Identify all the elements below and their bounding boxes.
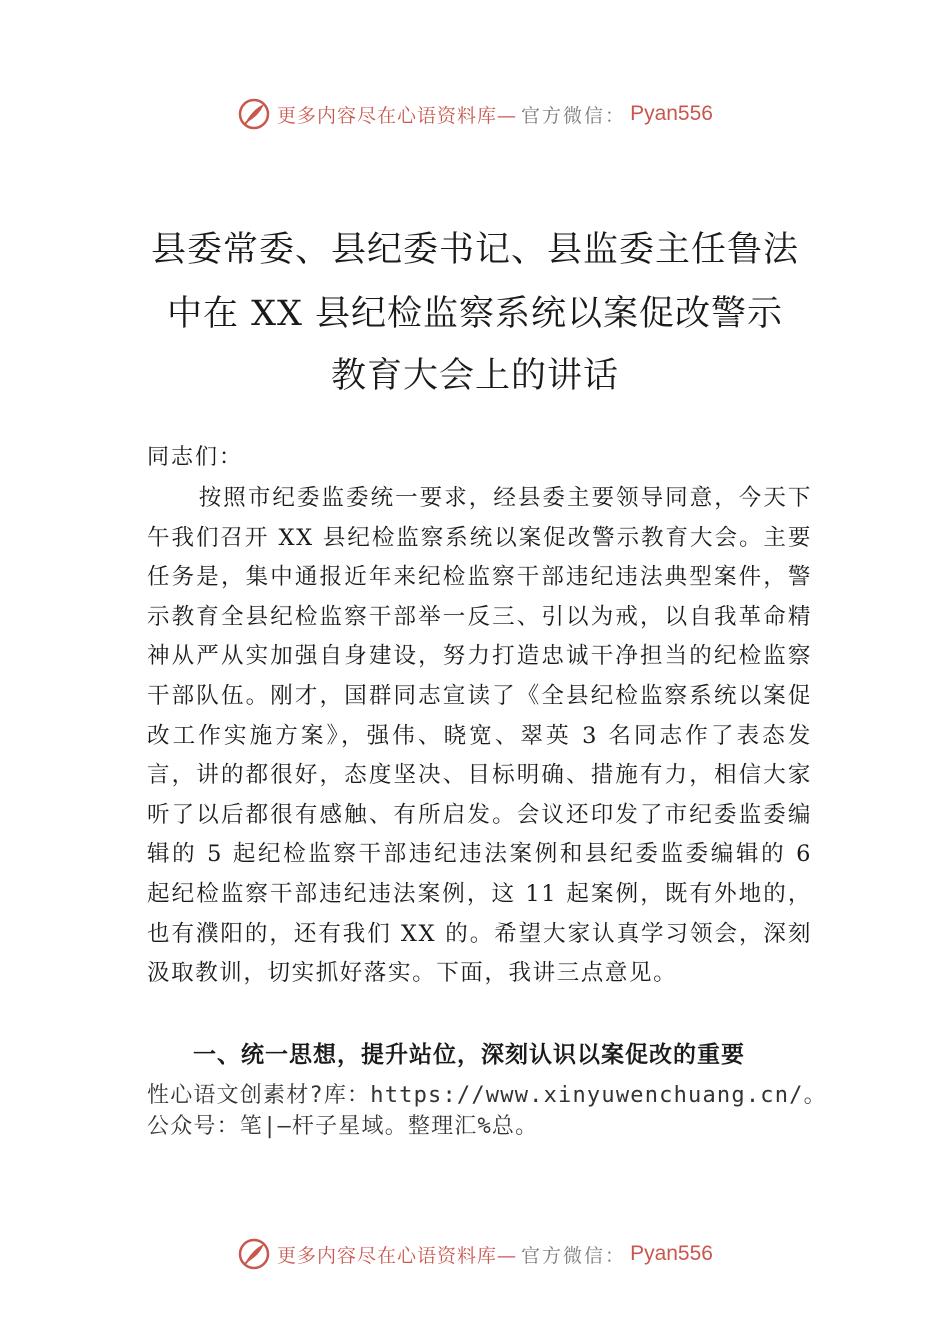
document-title-line-3: 教育大会上的讲话 <box>330 356 619 396</box>
document-title-line-1: 县委常委、县纪委书记、县监委主任鲁法 <box>150 230 799 270</box>
header-banner <box>0 94 950 134</box>
banner-wechat-id: Pyan556 <box>630 1242 713 1265</box>
document-title-line-2: 中在 XX 县纪检监察系统以案促改警示 <box>166 294 784 334</box>
salutation: 同志们： <box>147 445 244 470</box>
feather-pen-logo-icon <box>237 1237 271 1271</box>
banner-slogan: 更多内容尽在心语资料库— <box>277 1244 518 1267</box>
banner-wechat-id: Pyan556 <box>630 102 713 125</box>
body-paragraph: 按照市纪委监委统一要求，经县委主要领导同意，今天下午我们召开 XX 县纪检监察系统以案促改警示教育大会。主要任务是，集中通报近年来纪检监察干部违纪违法典型案件，警示教育全县纪检监察干部举一反三、引以为戒，以自我革命精神从严从实加强自身建设，努力打造忠诚干净担当的纪检监察干部队伍。刚才，国群同志宣读了《全县纪检监察系统以案促改工作实施方案》，强伟、晓宽、翠英 3 名同志作了表态发言，讲的都很好，态度坚决、目标明确、措施有力，相信大家听了以后都很有感触、有所启发。会议还印发了市纪委监委编辑的 5 起纪检监察干部违纪违法案例和县纪委监委编辑的 6 起纪检监察干部违纪违法案例，这 11 起案例，既有外地的，也有濮阳的，还有我们 XX 的。希望大家认真学习领会，深刻汲取教训，切实抓好落实。下面，我讲三点意见。 <box>147 485 812 987</box>
section-heading: 一、统一思想，提升站位，深刻认识以案促改的重要 <box>193 1042 745 1068</box>
banner-wechat-label: 官方微信： <box>521 104 627 127</box>
banner-wechat-label: 官方微信： <box>521 1244 627 1267</box>
banner-slogan: 更多内容尽在心语资料库— <box>277 104 518 127</box>
feather-pen-logo-icon <box>237 97 271 131</box>
watermark-text: 性心语文创素材?库：https://www.xinyuwenchuang.cn/。公众号：笔|—杆子星域。整理汇%总。 <box>147 1083 827 1139</box>
footer-banner <box>0 1234 950 1274</box>
